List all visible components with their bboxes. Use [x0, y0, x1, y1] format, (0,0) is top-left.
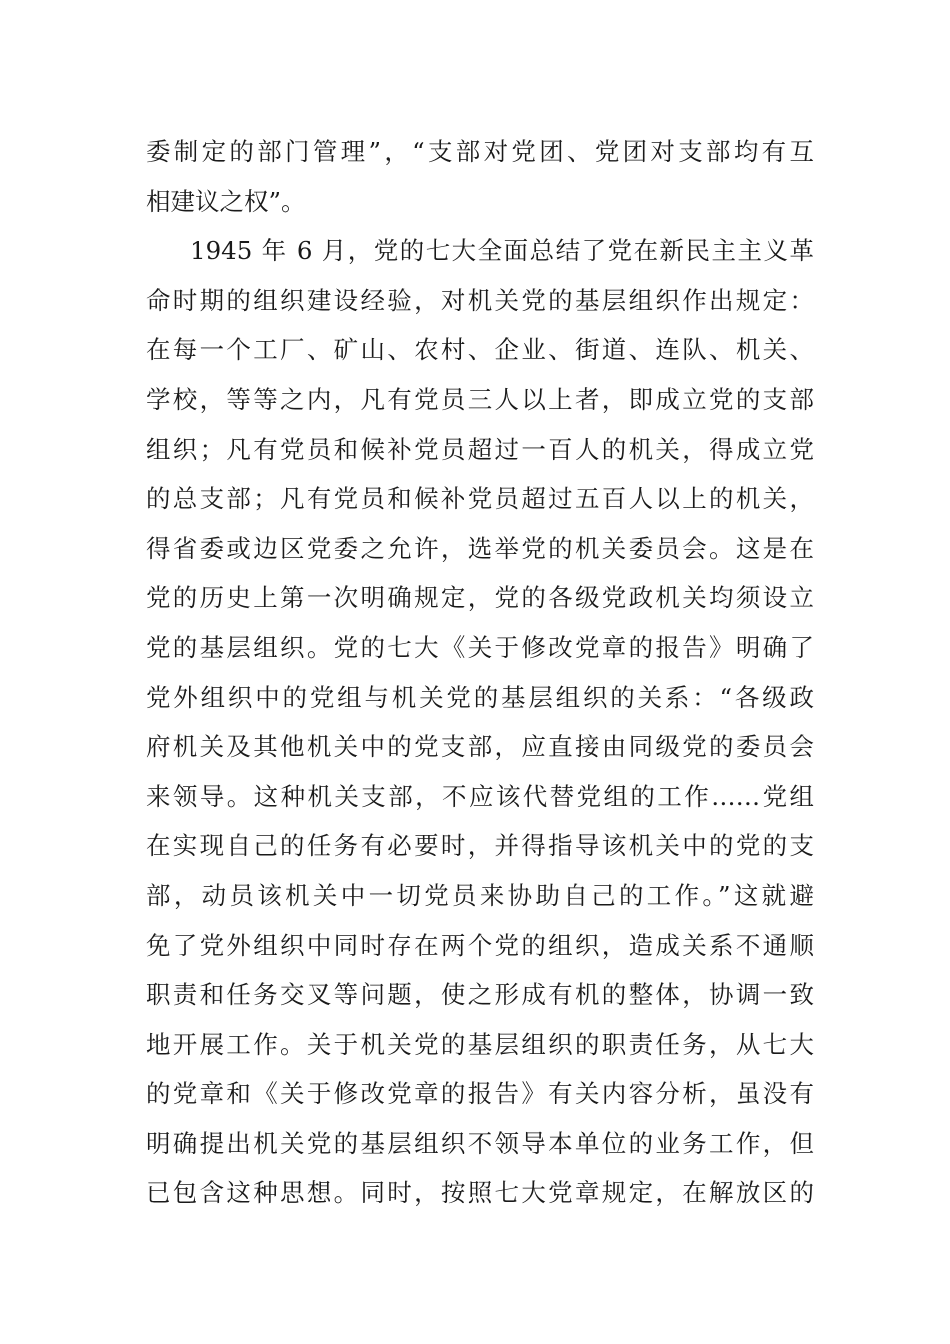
text-line: 党的历史上第一次明确规定，党的各级党政机关均须设立: [146, 583, 814, 613]
text-line: 府机关及其他机关中的党支部，应直接由同级党的委员会: [146, 732, 814, 762]
text-line: 组织；凡有党员和候补党员超过一百人的机关，得成立党: [146, 434, 814, 464]
text-line: 来领导。这种机关支部，不应该代替党组的工作……党组: [146, 781, 814, 811]
text-line: 地开展工作。关于机关党的基层组织的职责任务，从七大: [146, 1029, 814, 1059]
text-line: 相建议之权”。: [146, 186, 306, 216]
text-line: 党的基层组织。党的七大《关于修改党章的报告》明确了: [146, 632, 814, 662]
text-line: 得省委或边区党委之允许，选举党的机关委员会。这是在: [146, 533, 814, 563]
text-line: 在实现自己的任务有必要时，并得指导该机关中的党的支: [146, 831, 814, 861]
body-text: [146, 127, 814, 1218]
text-line: 已包含这种思想。同时，按照七大党章规定，在解放区的: [146, 1178, 814, 1208]
paragraph-first-line: 1945 年 6 月，党的七大全面总结了党在新民主主义革: [190, 236, 814, 266]
text-line: 命时期的组织建设经验，对机关党的基层组织作出规定：: [146, 285, 814, 315]
text-line: 明确提出机关党的基层组织不领导本单位的业务工作，但: [146, 1128, 814, 1158]
text-line: 职责和任务交叉等问题，使之形成有机的整体，协调一致: [146, 980, 814, 1010]
text-line: 的党章和《关于修改党章的报告》有关内容分析，虽没有: [146, 1079, 814, 1109]
text-line: 党外组织中的党组与机关党的基层组织的关系：“各级政: [146, 682, 814, 712]
text-line: 委制定的部门管理”，“支部对党团、党团对支部均有互: [146, 137, 814, 166]
text-line: 的总支部；凡有党员和候补党员超过五百人以上的机关，: [146, 484, 814, 514]
text-line: 免了党外组织中同时存在两个党的组织，造成关系不通顺: [146, 930, 814, 960]
text-line: 学校，等等之内，凡有党员三人以上者，即成立党的支部: [146, 384, 814, 414]
text-line: 部，动员该机关中一切党员来协助自己的工作。”这就避: [146, 880, 814, 910]
text-line: 在每一个工厂、矿山、农村、企业、街道、连队、机关、: [146, 335, 814, 365]
